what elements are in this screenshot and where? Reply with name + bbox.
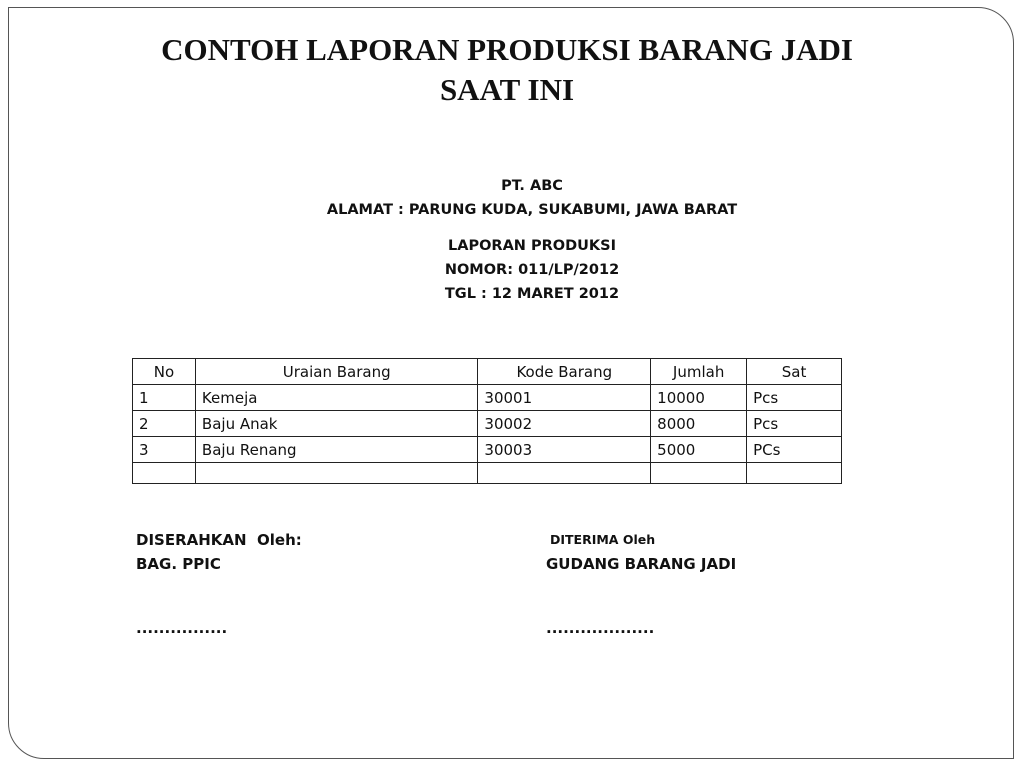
- title-line-2: SAAT INI: [439, 72, 575, 107]
- document-title: [0, 30, 1014, 110]
- cell-empty: [747, 463, 842, 484]
- signature-right: [546, 528, 736, 640]
- handed-over-signature-line: ................: [136, 619, 228, 637]
- cell-sat: Pcs: [747, 411, 842, 437]
- cell-jumlah: 8000: [651, 411, 747, 437]
- header-kode-barang: Kode Barang: [478, 359, 651, 385]
- report-date: TGL : 12 MARET 2012: [444, 286, 620, 302]
- signature-space: [546, 576, 736, 616]
- cell-uraian: Baju Renang: [195, 437, 478, 463]
- signature-left: [136, 528, 302, 640]
- cell-sat: PCs: [747, 437, 842, 463]
- handed-over-label: DISERAHKAN Oleh:: [136, 531, 302, 549]
- title-line-1: CONTOH LAPORAN PRODUKSI BARANG JADI: [161, 32, 853, 67]
- cell-kode: 30002: [478, 411, 651, 437]
- cell-sat: Pcs: [747, 385, 842, 411]
- header-sat: Sat: [747, 359, 842, 385]
- cell-empty: [195, 463, 478, 484]
- cell-no: 3: [133, 437, 196, 463]
- signature-space: [136, 576, 302, 616]
- handed-over-department: BAG. PPIC: [136, 555, 221, 573]
- cell-empty: [478, 463, 651, 484]
- cell-kode: 30001: [478, 385, 651, 411]
- cell-jumlah: 5000: [651, 437, 747, 463]
- company-block: [0, 174, 1024, 222]
- cell-uraian: Baju Anak: [195, 411, 478, 437]
- header-uraian-barang: Uraian Barang: [195, 359, 478, 385]
- cell-empty: [651, 463, 747, 484]
- cell-no: 1: [133, 385, 196, 411]
- header-no: No: [133, 359, 196, 385]
- received-signature-line: ...................: [546, 619, 655, 637]
- production-table: [132, 358, 842, 484]
- received-department: GUDANG BARANG JADI: [546, 555, 737, 573]
- cell-jumlah: 10000: [651, 385, 747, 411]
- company-name: PT. ABC: [501, 178, 563, 194]
- table-row: [133, 385, 842, 411]
- cell-no: 2: [133, 411, 196, 437]
- cell-kode: 30003: [478, 437, 651, 463]
- table-header-row: [133, 359, 842, 385]
- received-label: DITERIMA Oleh: [550, 532, 656, 547]
- company-address: ALAMAT : PARUNG KUDA, SUKABUMI, JAWA BARAT: [326, 202, 738, 218]
- header-jumlah: Jumlah: [651, 359, 747, 385]
- report-heading: LAPORAN PRODUKSI: [448, 238, 616, 254]
- table-row: [133, 437, 842, 463]
- table-row: [133, 411, 842, 437]
- cell-uraian: Kemeja: [195, 385, 478, 411]
- table-row-empty: [133, 463, 842, 484]
- report-number: NOMOR: 011/LP/2012: [444, 262, 620, 278]
- cell-empty: [133, 463, 196, 484]
- report-header: [0, 234, 1024, 306]
